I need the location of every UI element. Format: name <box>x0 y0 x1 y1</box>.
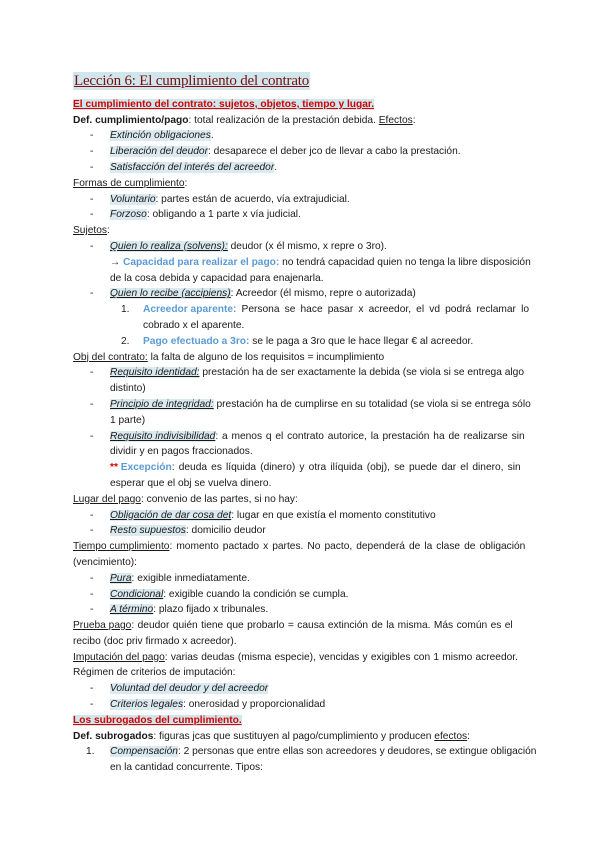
list-item: - Requisito indivisibilidad: a menos q el contrato autorice, la prestación ha de realizarse sin <box>90 430 525 442</box>
excepcion-line: ** Excepción: deuda es líquida (dinero) y otra ilíquida (obj), se puede dar el dinero, sin <box>110 462 521 474</box>
formas-heading: Formas de cumplimiento <box>73 177 185 189</box>
list-item: - Voluntario: partes están de acuerdo, vía extrajudicial. <box>90 193 350 205</box>
list-item: - Pura: exigible inmediatamente. <box>90 572 250 584</box>
imputacion-line: Imputación del pago: varias deudas (misma especie), vencidas y exigibles con 1 mismo acreedor. <box>73 651 518 663</box>
numbered-item: 1. Compensación: 2 personas que entre ellas son acreedores y deudores, se extingue obligación <box>86 746 537 758</box>
obj-line: Obj del contrato: la falta de alguno de los requisitos = incumplimiento <box>73 351 385 363</box>
definition-line: Def. cumplimiento/pago: total realización de la prestación debida. Efectos: <box>73 114 416 126</box>
list-item: - Requisito identidad: prestación ha de ser exactamente la debida (se viola si se entrega algo <box>90 367 524 379</box>
list-item: - A término: plazo fijado x tribunales. <box>90 604 269 616</box>
list-item: - Quien lo recibe (accipiens): Acreedor (él mismo, repre o autorizada) <box>90 288 416 300</box>
list-item: - Liberación del deudor: desaparece el deber jco de llevar a cabo la prestación. <box>90 146 461 158</box>
list-item: - Quien lo realiza (solvens): deudor (x él mismo, x repre o 3ro). <box>90 240 387 252</box>
list-item: - Satisfacción del interés del acreedor. <box>90 161 278 173</box>
definition-line: Def. subrogados: figuras jcas que sustituyen al pago/cumplimiento y producen efectos: <box>73 730 470 742</box>
section-heading-subrogados: Los subrogados del cumplimiento. <box>73 714 242 726</box>
list-item: - Resto supuestos: domicilio deudor <box>90 525 266 537</box>
sujetos-heading: Sujetos <box>73 225 107 237</box>
regimen-line: Régimen de criterios de imputación: <box>73 667 236 679</box>
list-item: - Voluntad del deudor y del acreedor <box>90 683 269 695</box>
tiempo-line: Tiempo cumplimiento: momento pactado x partes. No pacto, dependerá de la clase de obligación <box>73 541 526 553</box>
section-heading-cumplimiento: El cumplimiento del contrato: sujetos, objetos, tiempo y lugar. <box>73 98 375 110</box>
prueba-line: Prueba pago: deudor quién tiene que probarlo = causa extinción de la misma. Más común es el <box>73 620 513 632</box>
list-item: - Extinción obligaciones. <box>90 130 214 142</box>
list-item: - Principio de integridad: prestación ha de cumplirse en su totalidad (se viola si se entrega sólo <box>90 398 531 410</box>
numbered-item: 2. Pago efectuado a 3ro: se le paga a 3ro que le hace llegar € al acreedor. <box>121 335 474 347</box>
document-body: Lección 6: El cumplimiento del contrato El cumplimiento del contrato: sujetos, objetos, tiempo y lugar. Def. cumplimiento/pago: total realización de la prestación debida. Efectos: - Extinción obligaciones. - Liberación del deudor: desaparece el deber jco de llevar a cabo la prestación. - Satisfacción del interés del acreedor. Formas de cumplimiento: - Voluntario: partes están de acuerdo, vía extrajudicial. - Forzoso: obligando a 1 parte x vía judicial. Sujetos: - Quien lo realiza (solvens): deudor (x él mismo, x repre o 3ro). → Capacidad para realizar el pago: no tendrá capacidad quien no tenga la libre disposición de la cosa debida y capacidad para enajenarla. - Quien lo recibe (accipiens): Acreedor (él mismo, repre o autorizada) 1. Acreedor aparente: Persona se hace pasar x acreedor, el vd podrá reclamar lo cobrado x el aparente. 2. Pago efectuado a 3ro: se le paga a 3ro que le hace llegar € al acreedor. Obj del contrato: la falta de alguno de los requisitos = incumplimiento - Requisito identidad: prestación ha de ser exactamente la debida (se viola si se entrega algo distinto) - Principio de integridad: prestación ha de cumplirse en su totalidad (se viola si se entrega sólo 1 parte) - Requisito indivisibilidad: a menos q el contrato autorice, la prestación ha de realizarse sin dividir y en pagos fraccionados. ** Excepción: deuda es líquida (dinero) y otra ilíquida (obj), se puede dar el dinero, sin esperar que el obj se vuelva dinero. Lugar del pago: convenio de las partes, si no hay: - Obligación de dar cosa det: lugar en que existía el momento constitutivo - Resto supuestos: domicilio deudor Tiempo cumplimiento: momento pactado x partes. No pacto, dependerá de la clase de obligación (vencimiento): - Pura: exigible inmediatamente. - Condicional: exigible cuando la condición se cumpla. - A término: plazo fijado x tribunales. Prueba pago: deudor quién tiene que probarlo = causa extinción de la misma. Más común es el recibo (doc priv firmado x acreedor). Imputación del pago: varias deudas (misma especie), vencidas y exigibles con 1 mismo acreedor. Régimen de criterios de imputación: - Voluntad del deudor y del acreedor - Criterios legales: onerosidad y proporcionalidad Los subrogados del cumplimiento. Def. subrogados: figuras jcas que sustituyen al pago/cumplimiento y producen efectos: 1. Compensación: 2 personas que entre ellas son acreedores y deudores, se extingue obligación en la cantidad concurrente. Tipos: <box>73 73 537 774</box>
numbered-item: 1. Acreedor aparente: Persona se hace pasar x acreedor, el vd podrá reclamar lo <box>121 304 530 316</box>
list-item: - Criterios legales: onerosidad y proporcionalidad <box>90 699 326 711</box>
list-item: - Condicional: exigible cuando la condición se cumpla. <box>90 588 349 600</box>
lugar-line: Lugar del pago: convenio de las partes, si no hay: <box>73 493 298 505</box>
list-item: - Obligación de dar cosa det: lugar en que existía el momento constitutivo <box>90 509 436 521</box>
capacidad-line: → Capacidad para realizar el pago: no tendrá capacidad quien no tenga la libre disposición <box>110 256 531 268</box>
page-title: Lección 6: El cumplimiento del contrato <box>74 73 310 89</box>
list-item: - Forzoso: obligando a 1 parte x vía judicial. <box>90 209 301 221</box>
